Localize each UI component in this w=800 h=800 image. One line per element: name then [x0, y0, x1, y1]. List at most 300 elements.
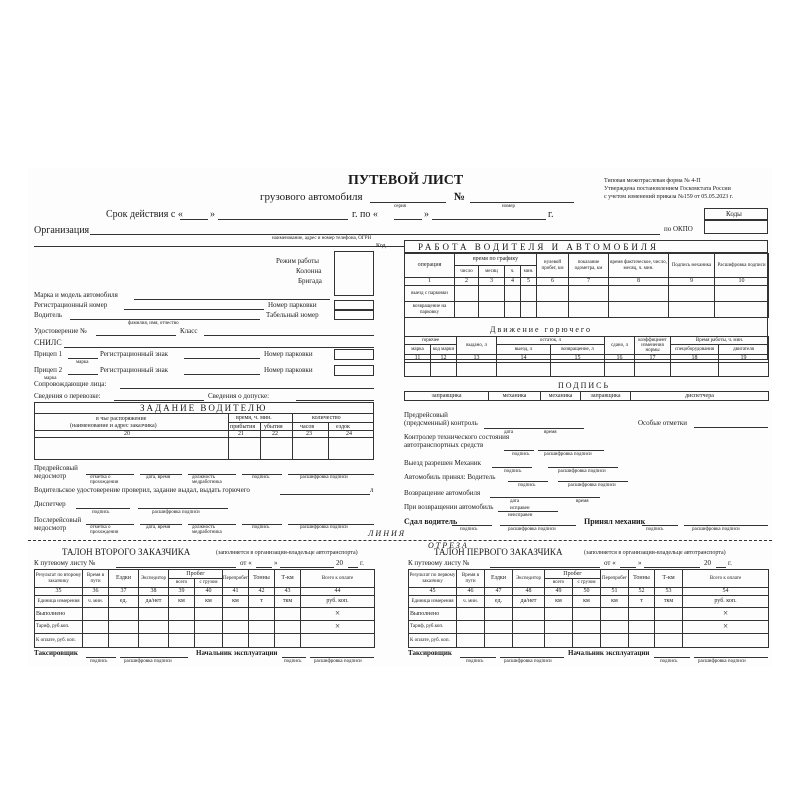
fuel-num: 18: [671, 355, 719, 363]
mech-sign-caption: подпись: [646, 527, 664, 532]
work-num: 5: [521, 278, 537, 286]
c2-taxer-decode: расшифровка подписи: [124, 659, 172, 664]
return-label: Возвращение автомобиля: [404, 489, 481, 497]
series-caption: серия: [394, 204, 406, 209]
trailer2-brand-line[interactable]: [68, 374, 98, 375]
c1-cell[interactable]: [683, 634, 769, 648]
dispatcher-sign-line[interactable]: [76, 508, 130, 509]
coupon1-table: [408, 569, 769, 648]
task-hline-1: [228, 422, 374, 423]
fuel-cell[interactable]: [671, 363, 719, 377]
accepted-mech-label: Принял механик: [584, 517, 646, 526]
driver-task-title: ЗАДАНИЕ ВОДИТЕЛЮ: [140, 403, 268, 413]
work-cell[interactable]: [715, 286, 769, 302]
accepted-decode-line[interactable]: [558, 481, 628, 482]
c2-cell[interactable]: [169, 621, 195, 634]
coupon1-year: 20: [704, 559, 711, 567]
c2-unit: т: [249, 596, 275, 608]
form-note-2: Утверждена постановлением Госкомстата России: [604, 186, 731, 192]
c1-head-decode: расшифровка подписи: [698, 659, 746, 664]
c2-with-cargo: с грузом: [195, 579, 223, 588]
c1-cell[interactable]: [601, 621, 629, 634]
c1-unit: да/нет: [513, 596, 545, 608]
column-label: Колонна: [296, 267, 322, 275]
fuel-cell[interactable]: [405, 363, 431, 377]
handed-sign-line[interactable]: [452, 525, 492, 526]
c1-cell[interactable]: [513, 621, 545, 634]
exit-sign-caption: подпись: [504, 469, 522, 474]
work-cell[interactable]: [569, 302, 609, 318]
work-op-departure: выезд с парковки: [405, 286, 455, 302]
pretrip-sign-caption: подпись: [252, 475, 270, 480]
trailer1-parking-box[interactable]: [334, 349, 374, 360]
return-on-label: При возвращении автомобиль: [404, 503, 494, 511]
cut-line-label: ЛИНИЯ: [368, 529, 407, 538]
fuel-col-handed: сдано, л: [605, 337, 635, 355]
c2-cell[interactable]: [139, 608, 169, 621]
return-time-caption: время: [576, 499, 589, 504]
c1-taxer-sign: подпись: [466, 659, 484, 664]
number-caption: номер: [502, 204, 515, 209]
accepted-decode-caption: расшифровка подписи: [568, 483, 616, 488]
c1-time: Время в пути: [457, 570, 485, 588]
c1-cell[interactable]: [457, 608, 485, 621]
permit-info-label: Сведения о допуске:: [208, 392, 270, 400]
work-col-hour: ч.: [505, 266, 521, 278]
quote-close-1: »: [210, 209, 215, 220]
c2-cell[interactable]: [223, 634, 249, 648]
work-cell[interactable]: [505, 286, 521, 302]
c1-rides: Ездки: [485, 570, 513, 588]
c1-topay-row: К оплате, руб. коп.: [409, 634, 457, 648]
form-note-1: Типовая межотраслевая форма № 4-П: [604, 178, 701, 184]
handed-decode-caption: расшифровка подписи: [508, 527, 556, 532]
work-cell[interactable]: [537, 286, 569, 302]
tech-control-1: Контролер технического состояния: [404, 433, 510, 441]
license-line[interactable]: [96, 335, 176, 336]
task-title-rule: [34, 413, 374, 414]
okpo-code-box[interactable]: [704, 220, 768, 234]
task-rides: ездок: [336, 424, 350, 430]
c2-cell[interactable]: [139, 621, 169, 634]
c2-cell[interactable]: [139, 634, 169, 648]
coupon2-title: ТАЛОН ВТОРОГО ЗАКАЗЧИКА: [62, 547, 191, 557]
work-cell[interactable]: [479, 302, 505, 318]
c2-cell[interactable]: [195, 608, 223, 621]
task-vline-2: [260, 422, 261, 460]
org-line-2[interactable]: [34, 246, 404, 247]
fuel-issue-line[interactable]: [280, 494, 370, 495]
validity-day-2[interactable]: [394, 219, 422, 220]
number-line[interactable]: [470, 202, 574, 203]
sig-mechanic-2: механика: [541, 392, 581, 401]
form-note-3: с учетом изменений приказа №159 от 05.05.2023 г.: [604, 194, 734, 200]
coupon2-from: от «: [240, 559, 252, 567]
work-num: 6: [537, 278, 569, 286]
trailer1-brand-line[interactable]: [68, 358, 98, 359]
fuel-cell[interactable]: [551, 363, 605, 377]
c1-cell[interactable]: [601, 634, 629, 648]
work-cell[interactable]: [609, 302, 669, 318]
c1-num: 50: [573, 588, 601, 596]
handed-sign-caption: подпись: [460, 527, 478, 532]
tech-control-sign-line[interactable]: [504, 450, 534, 451]
work-num: 8: [609, 278, 669, 286]
c1-with-cargo: с грузом: [573, 579, 601, 588]
fuel-cell[interactable]: [497, 363, 551, 377]
c2-num: 35: [35, 588, 83, 596]
task-num-24: 24: [346, 431, 352, 437]
c1-cell[interactable]: [655, 634, 683, 648]
trailer2-reg-line[interactable]: [184, 374, 260, 375]
signatures-title: ПОДПИСЬ: [558, 381, 611, 390]
c1-cell[interactable]: [655, 621, 683, 634]
c1-tariff: Тариф, руб.коп.: [409, 621, 457, 634]
c1-unit: т: [629, 596, 655, 608]
pretrip-med-label-1: Предрейсовый: [34, 464, 78, 472]
c1-cell[interactable]: [629, 634, 655, 648]
c1-head-decode-line[interactable]: [694, 657, 768, 658]
c1-cell[interactable]: [629, 621, 655, 634]
pretrip-control-line[interactable]: [484, 428, 584, 429]
transport-info-label: Сведения о перевозке:: [34, 392, 101, 400]
coupon2-quote: »: [274, 559, 278, 567]
work-cell[interactable]: [569, 286, 609, 302]
c2-cell[interactable]: [249, 608, 275, 621]
c2-unit: км: [169, 596, 195, 608]
reg-number-label: Регистрационный номер: [34, 301, 108, 309]
work-num: 4: [505, 278, 521, 286]
c2-taxer-decode-line[interactable]: [120, 657, 188, 658]
c2-cell[interactable]: [83, 634, 109, 648]
c2-num: 40: [195, 588, 223, 596]
c1-taxer-decode-line[interactable]: [500, 657, 564, 658]
c1-taxer-label: Таксировщик: [408, 649, 452, 657]
fuel-col-remain: остаток, л: [497, 337, 605, 345]
c1-cell[interactable]: [573, 634, 601, 648]
dispatcher-sign-caption: подпись: [92, 510, 110, 515]
c2-head-decode-line[interactable]: [310, 657, 374, 658]
c1-cell[interactable]: [545, 608, 573, 621]
c1-done: Выполнено: [409, 608, 457, 621]
validity-day-1[interactable]: [180, 219, 208, 220]
pretrip-control-date: дата: [504, 430, 514, 435]
fuel-num: 19: [719, 355, 769, 363]
trailer1-reg-label: Регистрационный знак: [100, 350, 169, 358]
validity-month-1[interactable]: [218, 219, 348, 220]
fuel-num: 12: [431, 355, 457, 363]
c2-unit: ед.: [109, 596, 139, 608]
c2-cell[interactable]: [195, 621, 223, 634]
cut-otreza-label: ОТРЕЗА: [428, 541, 469, 550]
transport-info-line[interactable]: [114, 400, 204, 401]
codes-label: Коды: [726, 210, 742, 218]
liters-label: л: [370, 486, 374, 494]
c1-cell[interactable]: [629, 608, 655, 621]
c1-num: 46: [457, 588, 485, 596]
c1-unit: ч. мин.: [457, 596, 485, 608]
c1-exped: Экспедитор: [513, 570, 545, 588]
fuel-num: 16: [605, 355, 635, 363]
posttrip-mark-caption: отметка о прохождении: [90, 525, 119, 535]
posttrip-med-label-1: Послерейсовый: [34, 516, 82, 524]
fuel-title: Движение горючего: [490, 325, 593, 334]
coupon1-note: (заполняется в организации-владельце автотранспорта): [584, 550, 726, 556]
c2-topay: Всего к оплате: [301, 570, 375, 588]
c2-cell[interactable]: [275, 608, 301, 621]
trailer2-parking-label: Номер парковки: [264, 366, 313, 374]
fuel-cell[interactable]: [719, 363, 769, 377]
task-hline-2: [34, 430, 374, 431]
return-date-caption: дата: [510, 499, 520, 504]
driver-line[interactable]: [70, 319, 260, 320]
coupon2-note: (заполняется в организации-владельце автотранспорта): [216, 550, 358, 556]
c1-num: 53: [655, 588, 683, 596]
vehicle-model-line[interactable]: [134, 299, 330, 300]
serviceable-caption: исправен: [510, 506, 530, 511]
exit-decode-caption: расшифровка подписи: [558, 469, 606, 474]
exit-sign-line[interactable]: [492, 467, 532, 468]
special-marks-label: Особые отметки: [638, 419, 687, 427]
coupon1-quote: »: [638, 559, 642, 567]
trailer1-brand-caption: марка: [76, 360, 89, 365]
c2-cell[interactable]: [223, 621, 249, 634]
coupon2-to-sheet: К путевому листу №: [34, 559, 96, 567]
c1-taxer-decode: расшифровка подписи: [504, 659, 552, 664]
fuel-cell[interactable]: [635, 363, 671, 377]
trailer1-reg-line[interactable]: [184, 358, 260, 359]
trailer2-parking-box[interactable]: [334, 365, 374, 376]
dispatcher-label: Диспетчер: [34, 500, 66, 508]
handed-decode-line[interactable]: [500, 525, 576, 526]
fuel-cell[interactable]: [457, 363, 497, 377]
c2-done: Выполнено: [35, 608, 83, 621]
org-line[interactable]: [90, 234, 660, 235]
c2-cell[interactable]: [275, 621, 301, 634]
work-cell[interactable]: [505, 302, 521, 318]
c1-tkm: Т-км: [655, 570, 683, 588]
work-cell[interactable]: [715, 302, 769, 318]
validity-to: г. по «: [352, 209, 378, 220]
c2-num: 38: [139, 588, 169, 596]
c2-cell[interactable]: [109, 634, 139, 648]
coupon2-g: г.: [360, 559, 364, 567]
c2-cell[interactable]: [301, 634, 375, 648]
c2-unit: км: [195, 596, 223, 608]
c1-cell[interactable]: [655, 608, 683, 621]
coupon1-from: от «: [604, 559, 616, 567]
dispatcher-decode-line[interactable]: [138, 508, 228, 509]
work-num: 7: [569, 278, 609, 286]
snils-label: СНИЛС: [34, 338, 62, 347]
c2-taxer-sign-line[interactable]: [86, 657, 116, 658]
c2-unit: да/нет: [139, 596, 169, 608]
posttrip-position-caption: должность медработника: [192, 525, 222, 535]
c2-result-label: Результат по второму заказчику: [35, 570, 83, 588]
org-caption: наименование, адрес и номер телефона, ОГРН: [272, 236, 372, 241]
c2-head-sign-line[interactable]: [282, 657, 306, 658]
work-mode-code-box[interactable]: [334, 251, 374, 296]
task-departure: убытия: [264, 424, 283, 430]
work-cell[interactable]: [669, 302, 715, 318]
c2-num: 39: [169, 588, 195, 596]
accepted-sign-line[interactable]: [508, 481, 548, 482]
work-col-mech-decode: Расшифровка подписи: [715, 254, 769, 278]
c2-cell[interactable]: [109, 608, 139, 621]
fuel-col-departure: выезд, л: [497, 345, 551, 355]
c1-cell[interactable]: [545, 634, 573, 648]
c2-unit: км: [223, 596, 249, 608]
c1-cell[interactable]: [513, 634, 545, 648]
return-line[interactable]: [490, 497, 600, 498]
work-cell[interactable]: [479, 286, 505, 302]
c1-cell[interactable]: [485, 634, 513, 648]
fuel-col-code: код марки: [431, 345, 457, 355]
c1-taxer-sign-line[interactable]: [460, 657, 496, 658]
parking-number-box[interactable]: [334, 300, 374, 310]
c2-taxer-sign: подпись: [90, 659, 108, 664]
work-num: 3: [479, 278, 505, 286]
c2-cell[interactable]: [169, 608, 195, 621]
class-label: Класс: [180, 327, 198, 335]
task-hline-3: [34, 437, 374, 438]
cut-line[interactable]: [28, 540, 772, 541]
handed-driver-label: Сдал водитель: [404, 517, 458, 526]
escorts-line[interactable]: [120, 388, 374, 389]
task-vline-4: [328, 422, 329, 460]
c2-tkm: Т-км: [275, 570, 301, 588]
c2-cell[interactable]: [83, 621, 109, 634]
coupon1-sheet-line[interactable]: [490, 567, 600, 568]
fuel-cell[interactable]: [605, 363, 635, 377]
okpo-label: по ОКПО: [664, 225, 693, 233]
class-line[interactable]: [204, 335, 374, 336]
work-cell[interactable]: [521, 286, 537, 302]
c2-cell[interactable]: [195, 634, 223, 648]
reg-number-line[interactable]: [124, 309, 264, 310]
coupon1-day-line[interactable]: [620, 567, 636, 568]
c1-head-label: Начальник эксплуатации: [568, 649, 650, 657]
series-line[interactable]: [370, 202, 446, 203]
work-cell[interactable]: [609, 286, 669, 302]
work-cell[interactable]: [455, 302, 479, 318]
work-col-day: число: [455, 266, 479, 278]
c2-cell[interactable]: [169, 634, 195, 648]
task-num-22: 22: [272, 431, 278, 437]
validity-label: Срок действия с «: [106, 209, 183, 220]
c1-num: 45: [409, 588, 457, 596]
task-hours: часов: [300, 424, 315, 430]
c1-cell[interactable]: [573, 608, 601, 621]
c2-cell[interactable]: [109, 621, 139, 634]
permit-info-line[interactable]: [296, 400, 374, 401]
c1-unit: ткм: [655, 596, 683, 608]
exit-decode-line[interactable]: [548, 467, 618, 468]
work-col-actual-time: время фактическое, число, месяц, ч. мин.: [609, 254, 669, 278]
c2-cell[interactable]: [223, 608, 249, 621]
c2-exped: Экспедитор: [139, 570, 169, 588]
coupon1-g: г.: [728, 559, 732, 567]
return-on-line[interactable]: [498, 511, 558, 512]
c1-num: 51: [601, 588, 629, 596]
c2-cell[interactable]: [83, 608, 109, 621]
quote-close-2: »: [424, 209, 429, 220]
coupon1-year-line[interactable]: [716, 567, 726, 568]
c2-head-decode: расшифровка подписи: [314, 659, 362, 664]
pretrip-control-1: Предрейсовый: [404, 411, 448, 419]
sig-mechanic: механика: [489, 392, 541, 401]
task-col-customer-a: в чье распоряжение: [96, 416, 147, 422]
c1-cell[interactable]: [545, 621, 573, 634]
validity-month-2[interactable]: [432, 219, 546, 220]
tech-control-decode-line[interactable]: [538, 450, 604, 451]
mech-decode-line[interactable]: [684, 525, 768, 526]
c2-num: 41: [223, 588, 249, 596]
pretrip-med-label-2: медосмотр: [34, 472, 67, 480]
posttrip-date-caption: дата, время: [146, 525, 171, 530]
c1-cell[interactable]: [485, 621, 513, 634]
coupon2-sheet-line[interactable]: [116, 567, 236, 568]
work-cell[interactable]: [669, 286, 715, 302]
work-cell[interactable]: [521, 302, 537, 318]
pretrip-date-caption: дата, время: [146, 475, 171, 480]
fuel-col-worktime: Время работы, ч. мин.: [671, 337, 769, 345]
signatures-table: [404, 391, 769, 401]
c1-unit: ед.: [485, 596, 513, 608]
c2-total: всего: [169, 579, 195, 588]
coupon2-year-line[interactable]: [348, 567, 358, 568]
fuel-col-return: возвращение, л: [551, 345, 605, 355]
tech-control-2: автотранспортных средств: [404, 441, 484, 449]
snils-line[interactable]: [64, 347, 374, 348]
c2-cross-icon: ×: [301, 608, 375, 621]
c1-head-sign-line[interactable]: [654, 657, 690, 658]
c2-cell[interactable]: [249, 621, 275, 634]
fuel-col-brand: марка: [405, 345, 431, 355]
driver-label: Водитель: [34, 311, 63, 319]
c2-head-label: Начальник эксплуатации: [196, 649, 278, 657]
c1-num: 48: [513, 588, 545, 596]
c2-taxer-label: Таксировщик: [34, 649, 78, 657]
tech-control-decode-caption: расшифровка подписи: [544, 452, 592, 457]
coupon2-month-line[interactable]: [280, 567, 334, 568]
c1-cell[interactable]: [457, 621, 485, 634]
c2-cell[interactable]: [249, 634, 275, 648]
mech-sign-line[interactable]: [642, 525, 678, 526]
c1-cell[interactable]: [513, 608, 545, 621]
c1-num: 54: [683, 588, 769, 596]
c1-cell[interactable]: [573, 621, 601, 634]
special-marks-line[interactable]: [694, 427, 768, 428]
c1-cross-icon: ×: [683, 608, 769, 621]
coupon2-day-line[interactable]: [256, 567, 272, 568]
c1-cell[interactable]: [485, 608, 513, 621]
tab-number-box[interactable]: [334, 310, 374, 320]
c1-cell[interactable]: [457, 634, 485, 648]
c1-unit: км: [545, 596, 573, 608]
fuel-cell[interactable]: [431, 363, 457, 377]
c2-cross-icon: ×: [301, 621, 375, 634]
coupon1-month-line[interactable]: [644, 567, 700, 568]
work-num: 2: [455, 278, 479, 286]
work-cell[interactable]: [537, 302, 569, 318]
c2-cell[interactable]: [275, 634, 301, 648]
c1-cell[interactable]: [601, 608, 629, 621]
work-cell[interactable]: [455, 286, 479, 302]
c2-unit: руб. коп.: [301, 596, 375, 608]
work-col-operation: операция: [405, 254, 455, 278]
work-col-schedule: время по графику: [455, 254, 537, 266]
